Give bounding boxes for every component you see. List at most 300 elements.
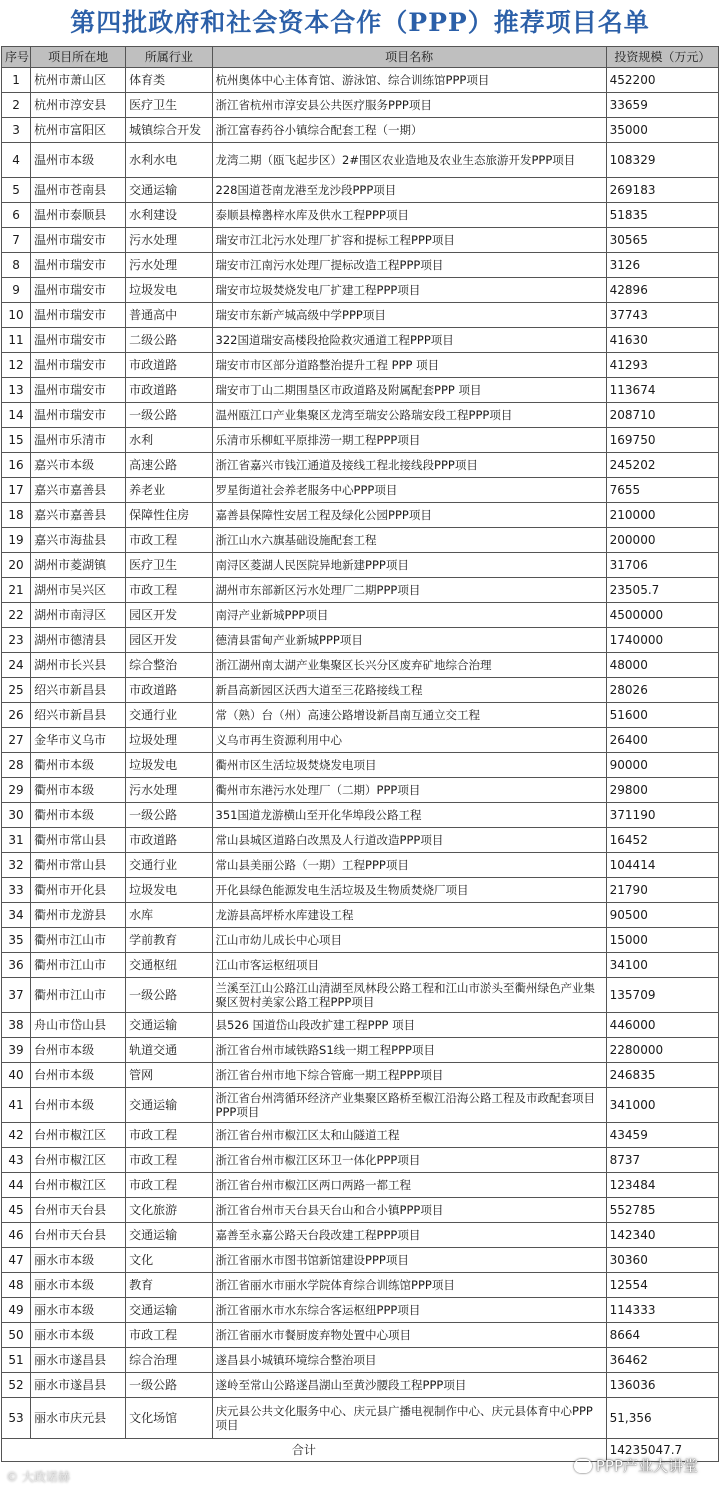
table-row [2, 803, 719, 828]
cell-investment: 90500 [606, 903, 718, 928]
cell-name: 浙江省台州市椒江区太和山隧道工程 [212, 1123, 606, 1148]
table-row [2, 1198, 719, 1223]
cell-industry: 垃圾发电 [126, 278, 212, 303]
cell-industry: 文化 [126, 1248, 212, 1273]
cell-industry: 高速公路 [126, 453, 212, 478]
cell-investment: 7655 [606, 478, 718, 503]
cell-no: 9 [2, 278, 31, 303]
cell-investment: 446000 [606, 1013, 718, 1038]
cell-location: 绍兴市新昌县 [31, 703, 126, 728]
cell-no: 46 [2, 1223, 31, 1248]
total-label: 合计 [2, 1439, 607, 1462]
cell-location: 衢州市龙游县 [31, 903, 126, 928]
cell-industry: 市政工程 [126, 528, 212, 553]
cell-no: 50 [2, 1323, 31, 1348]
table-row [2, 1088, 719, 1123]
table-row [2, 143, 719, 178]
cell-no: 23 [2, 628, 31, 653]
cell-location: 舟山市岱山县 [31, 1013, 126, 1038]
cell-industry: 污水处理 [126, 228, 212, 253]
cell-name: 温州瓯江口产业集聚区龙湾至瑞安公路瑞安段工程PPP项目 [212, 403, 606, 428]
cell-industry: 一级公路 [126, 1373, 212, 1398]
cell-industry: 医疗卫生 [126, 553, 212, 578]
cell-investment: 42896 [606, 278, 718, 303]
cell-location: 丽水市遂昌县 [31, 1348, 126, 1373]
cell-industry: 市政道路 [126, 678, 212, 703]
table-row [2, 378, 719, 403]
cell-investment: 28026 [606, 678, 718, 703]
cell-no: 29 [2, 778, 31, 803]
cell-investment: 8737 [606, 1148, 718, 1173]
page-title: 第四批政府和社会资本合作（PPP）推荐项目名单 [70, 8, 650, 37]
cell-investment: 123484 [606, 1173, 718, 1198]
cell-industry: 交通行业 [126, 853, 212, 878]
cell-industry: 综合治理 [126, 1348, 212, 1373]
wechat-icon [574, 1459, 592, 1473]
cell-no: 52 [2, 1373, 31, 1398]
cell-industry: 垃圾发电 [126, 753, 212, 778]
cell-industry: 保障性住房 [126, 503, 212, 528]
cell-no: 39 [2, 1038, 31, 1063]
cell-name: 浙江省嘉兴市钱江通道及接线工程北接线段PPP项目 [212, 453, 606, 478]
cell-investment: 108329 [606, 143, 718, 178]
cell-location: 丽水市本级 [31, 1298, 126, 1323]
cell-no: 8 [2, 253, 31, 278]
cell-industry: 水利 [126, 428, 212, 453]
cell-name: 湖州市东部新区污水处理厂二期PPP项目 [212, 578, 606, 603]
table-row [2, 93, 719, 118]
cell-investment: 269183 [606, 178, 718, 203]
cell-no: 2 [2, 93, 31, 118]
cell-industry: 市政工程 [126, 1148, 212, 1173]
cell-industry: 市政道路 [126, 353, 212, 378]
cell-investment: 142340 [606, 1223, 718, 1248]
cell-name: 杭州奥体中心主体育馆、游泳馆、综合训练馆PPP项目 [212, 68, 606, 93]
cell-investment: 41293 [606, 353, 718, 378]
cell-name: 县526 国道岱山段改扩建工程PPP 项目 [212, 1013, 606, 1038]
cell-investment: 371190 [606, 803, 718, 828]
cell-industry: 污水处理 [126, 253, 212, 278]
cell-investment: 246835 [606, 1063, 718, 1088]
cell-investment: 51835 [606, 203, 718, 228]
table-row [2, 1173, 719, 1198]
cell-investment: 169750 [606, 428, 718, 453]
cell-investment: 3126 [606, 253, 718, 278]
cell-investment: 200000 [606, 528, 718, 553]
header-industry: 所属行业 [126, 47, 212, 68]
cell-name: 乐清市乐柳虹平原排涝一期工程PPP项目 [212, 428, 606, 453]
cell-industry: 交通运输 [126, 1013, 212, 1038]
cell-investment: 30360 [606, 1248, 718, 1273]
table-row [2, 303, 719, 328]
table-row [2, 118, 719, 143]
table-row [2, 1063, 719, 1088]
cell-investment: 210000 [606, 503, 718, 528]
cell-no: 15 [2, 428, 31, 453]
table-row [2, 978, 719, 1013]
cell-no: 5 [2, 178, 31, 203]
cell-location: 衢州市江山市 [31, 953, 126, 978]
cell-name: 泰顺县樟嶴梓水库及供水工程PPP项目 [212, 203, 606, 228]
table-row [2, 1038, 719, 1063]
table-row [2, 203, 719, 228]
total-value: 14235047.7 [606, 1439, 718, 1462]
cell-name: 庆元县公共文化服务中心、庆元县广播电视制作中心、庆元县体育中心PPP项目 [212, 1398, 606, 1439]
cell-no: 51 [2, 1348, 31, 1373]
cell-name: 浙江省丽水市餐厨废弃物处置中心项目 [212, 1323, 606, 1348]
cell-investment: 48000 [606, 653, 718, 678]
cell-investment: 114333 [606, 1298, 718, 1323]
table-row [2, 1123, 719, 1148]
cell-no: 22 [2, 603, 31, 628]
cell-investment: 37743 [606, 303, 718, 328]
cell-name: 江山市幼儿成长中心项目 [212, 928, 606, 953]
cell-industry: 一级公路 [126, 978, 212, 1013]
cell-no: 26 [2, 703, 31, 728]
cell-name: 瑞安市江南污水处理厂提标改造工程PPP项目 [212, 253, 606, 278]
cell-no: 13 [2, 378, 31, 403]
cell-name: 浙江省杭州市淳安县公共医疗服务PPP项目 [212, 93, 606, 118]
cell-name: 南浔产业新城PPP项目 [212, 603, 606, 628]
table-row [2, 503, 719, 528]
cell-name: 瑞安市丁山二期围垦区市政道路及附属配套PPP 项目 [212, 378, 606, 403]
table-row [2, 753, 719, 778]
cell-name: 浙江湖州南太湖产业集聚区长兴分区废弃矿地综合治理 [212, 653, 606, 678]
cell-location: 金华市义乌市 [31, 728, 126, 753]
cell-name: 浙江省台州市地下综合管廊一期工程PPP项目 [212, 1063, 606, 1088]
cell-name: 罗星街道社会养老服务中心PPP项目 [212, 478, 606, 503]
cell-no: 25 [2, 678, 31, 703]
cell-investment: 452200 [606, 68, 718, 93]
cell-location: 湖州市吴兴区 [31, 578, 126, 603]
cell-investment: 29800 [606, 778, 718, 803]
table-row [2, 653, 719, 678]
cell-investment: 26400 [606, 728, 718, 753]
table-row [2, 578, 719, 603]
cell-location: 杭州市富阳区 [31, 118, 126, 143]
table-row [2, 453, 719, 478]
cell-name: 228国道苍南龙港至龙沙段PPP项目 [212, 178, 606, 203]
table-row [2, 603, 719, 628]
cell-location: 衢州市常山县 [31, 828, 126, 853]
table-row [2, 1398, 719, 1439]
cell-name: 浙江山水六旗基础设施配套工程 [212, 528, 606, 553]
table-row [2, 678, 719, 703]
cell-no: 35 [2, 928, 31, 953]
cell-investment: 34100 [606, 953, 718, 978]
cell-industry: 水库 [126, 903, 212, 928]
table-row [2, 703, 719, 728]
cell-industry: 交通运输 [126, 1223, 212, 1248]
cell-investment: 23505.7 [606, 578, 718, 603]
table-row [2, 728, 719, 753]
table-row [2, 278, 719, 303]
cell-investment: 1740000 [606, 628, 718, 653]
cell-name: 嘉善县保障性安居工程及绿化公园PPP项目 [212, 503, 606, 528]
cell-name: 常（熟）台（州）高速公路增设新昌南互通立交工程 [212, 703, 606, 728]
project-table [1, 46, 719, 1462]
cell-no: 3 [2, 118, 31, 143]
cell-location: 温州市瑞安市 [31, 353, 126, 378]
cell-industry: 垃圾处理 [126, 728, 212, 753]
cell-no: 44 [2, 1173, 31, 1198]
cell-industry: 水利建设 [126, 203, 212, 228]
cell-investment: 43459 [606, 1123, 718, 1148]
table-row [2, 253, 719, 278]
cell-location: 杭州市淳安县 [31, 93, 126, 118]
cell-investment: 15000 [606, 928, 718, 953]
cell-industry: 污水处理 [126, 778, 212, 803]
cell-location: 温州市乐清市 [31, 428, 126, 453]
cell-investment: 33659 [606, 93, 718, 118]
cell-location: 丽水市本级 [31, 1273, 126, 1298]
cell-location: 温州市瑞安市 [31, 378, 126, 403]
table-row [2, 428, 719, 453]
cell-industry: 城镇综合开发 [126, 118, 212, 143]
table-row [2, 878, 719, 903]
cell-no: 34 [2, 903, 31, 928]
cell-location: 衢州市本级 [31, 778, 126, 803]
cell-investment: 245202 [606, 453, 718, 478]
cell-name: 江山市客运枢纽项目 [212, 953, 606, 978]
cell-location: 杭州市萧山区 [31, 68, 126, 93]
cell-industry: 交通运输 [126, 178, 212, 203]
watermark-left: © 大政诺赫 [6, 1470, 70, 1484]
cell-location: 温州市泰顺县 [31, 203, 126, 228]
cell-no: 53 [2, 1398, 31, 1439]
cell-investment: 30565 [606, 228, 718, 253]
cell-name: 351国道龙游横山至开化华埠段公路工程 [212, 803, 606, 828]
header-index: 序号 [2, 47, 31, 68]
cell-name: 浙江省台州市域铁路S1线一期工程PPP项目 [212, 1038, 606, 1063]
cell-location: 衢州市江山市 [31, 978, 126, 1013]
cell-location: 温州市瑞安市 [31, 403, 126, 428]
cell-investment: 51,356 [606, 1398, 718, 1439]
cell-name: 瑞安市垃圾焚烧发电厂扩建工程PPP项目 [212, 278, 606, 303]
cell-no: 10 [2, 303, 31, 328]
cell-no: 19 [2, 528, 31, 553]
cell-name: 浙江省台州市天台县天台山和合小镇PPP项目 [212, 1198, 606, 1223]
cell-name: 新昌高新园区沃西大道至三花路接线工程 [212, 678, 606, 703]
cell-no: 48 [2, 1273, 31, 1298]
cell-location: 温州市瑞安市 [31, 278, 126, 303]
cell-name: 常山县城区道路白改黑及人行道改造PPP项目 [212, 828, 606, 853]
cell-no: 43 [2, 1148, 31, 1173]
table-row [2, 953, 719, 978]
table-row [2, 903, 719, 928]
cell-name: 浙江省台州湾循环经济产业集聚区路桥至椒江沿海公路工程及市政配套项目PPP项目 [212, 1088, 606, 1123]
cell-industry: 体育类 [126, 68, 212, 93]
cell-industry: 交通运输 [126, 1298, 212, 1323]
cell-investment: 208710 [606, 403, 718, 428]
cell-industry: 交通运输 [126, 1088, 212, 1123]
cell-no: 37 [2, 978, 31, 1013]
cell-name: 德清县雷甸产业新城PPP项目 [212, 628, 606, 653]
cell-location: 衢州市常山县 [31, 853, 126, 878]
cell-no: 12 [2, 353, 31, 378]
cell-investment: 136036 [606, 1373, 718, 1398]
table-row [2, 1323, 719, 1348]
cell-no: 28 [2, 753, 31, 778]
table-row [2, 853, 719, 878]
cell-industry: 轨道交通 [126, 1038, 212, 1063]
cell-location: 绍兴市新昌县 [31, 678, 126, 703]
cell-industry: 市政工程 [126, 1323, 212, 1348]
cell-name: 南浔区菱湖人民医院异地新建PPP项目 [212, 553, 606, 578]
table-row [2, 1248, 719, 1273]
cell-industry: 市政工程 [126, 1123, 212, 1148]
cell-location: 温州市瑞安市 [31, 328, 126, 353]
cell-investment: 552785 [606, 1198, 718, 1223]
cell-name: 浙江富春药谷小镇综合配套工程（一期） [212, 118, 606, 143]
cell-name: 遂岭至常山公路遂昌湖山至黄沙腰段工程PPP项目 [212, 1373, 606, 1398]
cell-industry: 教育 [126, 1273, 212, 1298]
table-row [2, 1013, 719, 1038]
table-row [2, 1148, 719, 1173]
cell-investment: 41630 [606, 328, 718, 353]
cell-no: 21 [2, 578, 31, 603]
cell-no: 14 [2, 403, 31, 428]
cell-no: 16 [2, 453, 31, 478]
cell-industry: 市政工程 [126, 1173, 212, 1198]
cell-location: 台州市本级 [31, 1063, 126, 1088]
cell-name: 浙江省台州市椒江区两口两路一都工程 [212, 1173, 606, 1198]
table-header-row [2, 47, 719, 68]
table-row [2, 228, 719, 253]
cell-location: 温州市本级 [31, 143, 126, 178]
cell-no: 24 [2, 653, 31, 678]
table-row [2, 1373, 719, 1398]
table-row [2, 928, 719, 953]
cell-location: 台州市椒江区 [31, 1173, 126, 1198]
cell-industry: 市政工程 [126, 578, 212, 603]
table-row [2, 528, 719, 553]
cell-name: 常山县美丽公路（一期）工程PPP项目 [212, 853, 606, 878]
table-row [2, 828, 719, 853]
cell-name: 嘉善至永嘉公路天台段改建工程PPP项目 [212, 1223, 606, 1248]
cell-name: 瑞安市市区部分道路整治提升工程 PPP 项目 [212, 353, 606, 378]
cell-no: 30 [2, 803, 31, 828]
cell-name: 瑞安市东新产城高级中学PPP项目 [212, 303, 606, 328]
cell-location: 丽水市庆元县 [31, 1398, 126, 1439]
cell-no: 31 [2, 828, 31, 853]
cell-investment: 36462 [606, 1348, 718, 1373]
cell-location: 丽水市本级 [31, 1248, 126, 1273]
cell-industry: 文化旅游 [126, 1198, 212, 1223]
cell-no: 47 [2, 1248, 31, 1273]
table-row [2, 353, 719, 378]
cell-location: 嘉兴市海盐县 [31, 528, 126, 553]
cell-no: 42 [2, 1123, 31, 1148]
cell-investment: 341000 [606, 1088, 718, 1123]
table-body [2, 68, 719, 1462]
header-location: 项目所在地 [31, 47, 126, 68]
table-row [2, 553, 719, 578]
cell-location: 嘉兴市本级 [31, 453, 126, 478]
cell-investment: 35000 [606, 118, 718, 143]
cell-no: 41 [2, 1088, 31, 1123]
cell-investment: 90000 [606, 753, 718, 778]
cell-location: 台州市天台县 [31, 1223, 126, 1248]
cell-investment: 51600 [606, 703, 718, 728]
cell-name: 浙江省丽水市丽水学院体育综合训练馆PPP项目 [212, 1273, 606, 1298]
cell-location: 衢州市本级 [31, 803, 126, 828]
cell-investment: 135709 [606, 978, 718, 1013]
cell-name: 322国道瑞安高楼段抢险救灾通道工程PPP项目 [212, 328, 606, 353]
cell-location: 湖州市长兴县 [31, 653, 126, 678]
table-row [2, 328, 719, 353]
cell-no: 7 [2, 228, 31, 253]
cell-industry: 养老业 [126, 478, 212, 503]
cell-location: 嘉兴市嘉善县 [31, 503, 126, 528]
header-project-name: 项目名称 [212, 47, 606, 68]
cell-name: 开化县绿色能源发电生活垃圾及生物质焚烧厂项目 [212, 878, 606, 903]
table-row [2, 778, 719, 803]
cell-name: 浙江省丽水市图书馆新馆建设PPP项目 [212, 1248, 606, 1273]
cell-no: 18 [2, 503, 31, 528]
cell-name: 龙游县高坪桥水库建设工程 [212, 903, 606, 928]
table-row [2, 478, 719, 503]
cell-industry: 普通高中 [126, 303, 212, 328]
cell-name: 浙江省台州市椒江区环卫一体化PPP项目 [212, 1148, 606, 1173]
cell-name: 衢州市东港污水处理厂（二期）PPP项目 [212, 778, 606, 803]
cell-location: 衢州市开化县 [31, 878, 126, 903]
cell-investment: 31706 [606, 553, 718, 578]
cell-location: 嘉兴市嘉善县 [31, 478, 126, 503]
cell-no: 45 [2, 1198, 31, 1223]
table-row [2, 1223, 719, 1248]
cell-industry: 一级公路 [126, 403, 212, 428]
cell-name: 龙湾二期（瓯飞起步区）2#围区农业造地及农业生态旅游开发PPP项目 [212, 143, 606, 178]
cell-name: 遂昌县小城镇环境综合整治项目 [212, 1348, 606, 1373]
cell-location: 丽水市遂昌县 [31, 1373, 126, 1398]
cell-no: 32 [2, 853, 31, 878]
cell-location: 台州市本级 [31, 1088, 126, 1123]
cell-industry: 管网 [126, 1063, 212, 1088]
cell-industry: 园区开发 [126, 628, 212, 653]
table-row [2, 1273, 719, 1298]
cell-location: 台州市本级 [31, 1038, 126, 1063]
cell-industry: 文化场馆 [126, 1398, 212, 1439]
cell-no: 36 [2, 953, 31, 978]
table-row [2, 178, 719, 203]
table-row [2, 403, 719, 428]
table-row [2, 68, 719, 93]
cell-industry: 水利水电 [126, 143, 212, 178]
cell-industry: 市政道路 [126, 828, 212, 853]
cell-industry: 二级公路 [126, 328, 212, 353]
cell-no: 6 [2, 203, 31, 228]
cell-investment: 21790 [606, 878, 718, 903]
cell-industry: 一级公路 [126, 803, 212, 828]
cell-location: 湖州市德清县 [31, 628, 126, 653]
cell-location: 温州市瑞安市 [31, 253, 126, 278]
cell-name: 义乌市再生资源利用中心 [212, 728, 606, 753]
cell-industry: 园区开发 [126, 603, 212, 628]
cell-location: 台州市椒江区 [31, 1123, 126, 1148]
cell-investment: 12554 [606, 1273, 718, 1298]
cell-location: 温州市瑞安市 [31, 228, 126, 253]
table-row [2, 1298, 719, 1323]
cell-location: 湖州市南浔区 [31, 603, 126, 628]
cell-location: 衢州市江山市 [31, 928, 126, 953]
cell-location: 温州市瑞安市 [31, 303, 126, 328]
watermark-right-label: PPP产业大讲堂 [595, 1457, 698, 1475]
cell-industry: 交通行业 [126, 703, 212, 728]
cell-no: 38 [2, 1013, 31, 1038]
cell-no: 49 [2, 1298, 31, 1323]
cell-industry: 市政道路 [126, 378, 212, 403]
